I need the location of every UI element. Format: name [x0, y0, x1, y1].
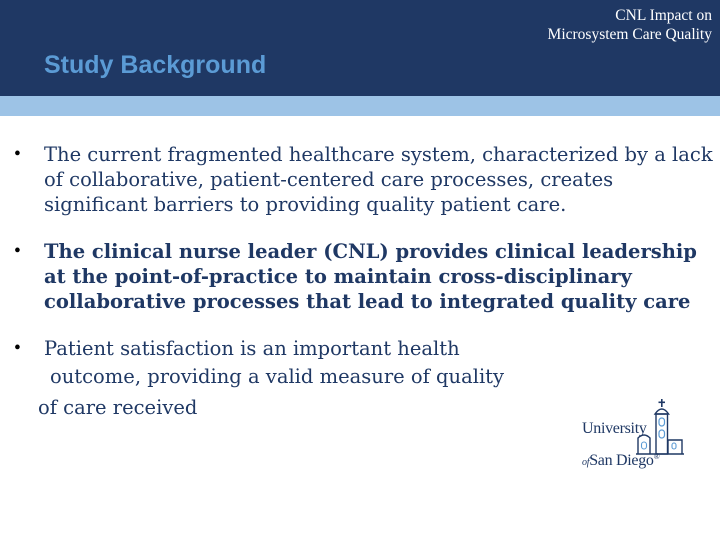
- bullet-marker: •: [14, 241, 21, 262]
- logo-text-san-diego: [582, 452, 659, 470]
- logo-text-name: San Diego: [589, 452, 654, 469]
- university-logo: [582, 398, 690, 486]
- bullet-marker: •: [14, 338, 21, 359]
- registered-mark: ®: [653, 452, 660, 461]
- bullet-item-3: [14, 336, 714, 361]
- bullet-item-2: [14, 239, 714, 314]
- subtitle-line-1: CNL Impact on: [615, 7, 712, 24]
- page-title: Study Background: [44, 51, 267, 79]
- bullet-text: Patient satisfaction is an important health: [44, 337, 460, 360]
- bullet-item-1: [14, 142, 714, 217]
- bullet-list: [14, 142, 714, 423]
- bullet-marker: •: [14, 144, 21, 165]
- subtitle-line-2: Microsystem Care Quality: [547, 26, 712, 43]
- mission-tower-icon: [582, 398, 690, 486]
- bullet-continuation-2: of care received: [38, 396, 198, 419]
- bullet-text: The current fragmented healthcare system, characterized by a lack of collaborative, patient-centered care processes, creates significant barriers to providing quality patient care.: [44, 143, 713, 216]
- header-stripe: [0, 96, 720, 116]
- bullet-continuation-1: outcome, providing a valid measure of quality: [50, 365, 505, 388]
- header-bar: [0, 0, 720, 96]
- bullet-text: The clinical nurse leader (CNL) provides clinical leadership at the point-of-practice to maintain cross-disciplinary collaborative processes that lead to integrated quality care: [44, 240, 697, 313]
- slide-subtitle: [548, 6, 712, 44]
- logo-text-of: of: [582, 457, 590, 468]
- logo-text-university: University: [582, 420, 647, 437]
